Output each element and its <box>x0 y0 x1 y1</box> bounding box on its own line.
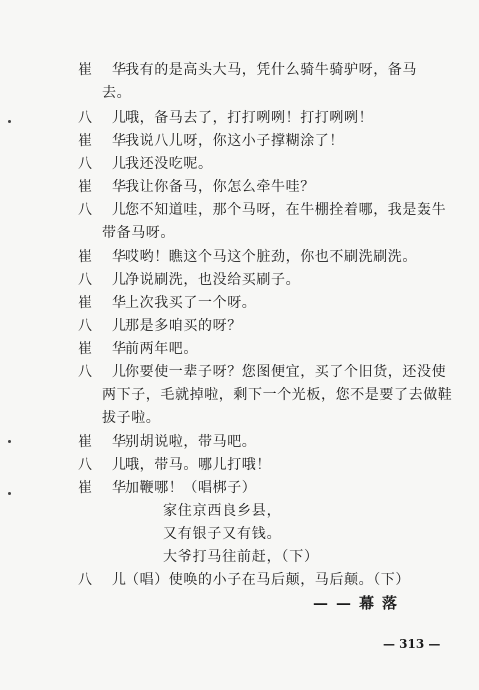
speaker-char: 华 <box>112 249 126 265</box>
speaker-char: 崔 <box>78 249 92 265</box>
speaker-ba-er <box>78 571 126 589</box>
margin-mark <box>8 120 11 123</box>
speech-line: 哦，备马去了，打打咧咧！打打咧咧！ <box>125 110 374 126</box>
speaker-char: 崔 <box>78 133 92 149</box>
speech-line: 前两年吧。 <box>125 341 198 357</box>
speaker-ba-er <box>78 109 126 127</box>
speaker-char: 华 <box>112 480 126 496</box>
speaker-cui-hua <box>78 61 126 79</box>
speaker-char: 八 <box>78 202 92 218</box>
speech-line: 你要使一辈子呀？您图便宜，买了个旧货，还没使 <box>125 364 447 380</box>
speaker-char: 崔 <box>78 179 92 195</box>
speech-continuation: 去。 <box>102 85 132 101</box>
speaker-char: 崔 <box>78 295 92 311</box>
speaker-char: 儿 <box>112 110 126 126</box>
speaker-ba-er <box>78 201 126 219</box>
speech-continuation: 两下子，毛就掉啦，剩下一个光板，您不是要了去做鞋 <box>102 387 453 403</box>
speech-line: 您不知道哇，那个马呀，在牛棚拴着哪，我是轰牛 <box>125 202 447 218</box>
speech-line: 那是多咱买的呀？ <box>125 318 242 334</box>
margin-mark <box>8 440 11 443</box>
speaker-ba-er <box>78 317 126 335</box>
speaker-char: 八 <box>78 572 92 588</box>
speaker-char: 华 <box>112 179 126 195</box>
speaker-char: 华 <box>112 295 126 311</box>
speaker-char: 儿 <box>112 272 126 288</box>
speech-line: 上次我买了一个呀。 <box>125 295 257 311</box>
speech-line: （唱）使唤的小子在马后颠，马后颠。（下） <box>125 572 410 588</box>
speaker-ba-er <box>78 363 126 381</box>
speech-line: 哦，带马。哪儿打哦！ <box>125 457 271 473</box>
song-verse: 又有银子又有钱。 <box>163 526 282 542</box>
speech-line: 我还没吃呢。 <box>125 156 213 172</box>
speaker-char: 华 <box>112 341 126 357</box>
page-number: — 313 — <box>383 637 441 651</box>
speech-line: 我说八儿呀，你这小子撑糊涂了！ <box>125 133 344 149</box>
speaker-cui-hua <box>78 479 126 497</box>
speech-line: 我有的是高头大马，凭什么骑牛骑驴呀，备马 <box>125 62 417 78</box>
speaker-cui-hua <box>78 248 126 266</box>
speaker-char: 崔 <box>78 341 92 357</box>
speaker-char: 八 <box>78 156 92 172</box>
song-verse: 家住京西良乡县， <box>163 503 282 519</box>
speaker-ba-er <box>78 155 126 173</box>
speaker-char: 八 <box>78 272 92 288</box>
speaker-char: 八 <box>78 318 92 334</box>
speech-line: 加鞭哪！（唱梆子） <box>125 480 257 496</box>
curtain-falls: ——幕落 <box>313 594 406 612</box>
speaker-char: 华 <box>112 133 126 149</box>
speaker-cui-hua <box>78 433 126 451</box>
speaker-char: 儿 <box>112 202 126 218</box>
margin-mark <box>8 492 11 495</box>
speaker-char: 儿 <box>112 364 126 380</box>
speaker-char: 华 <box>112 434 126 450</box>
speech-line: 哎哟！瞧这个马这个脏劲，你也不刷洗刷洗。 <box>125 249 417 265</box>
speech-line: 净说刷洗，也没给买刷子。 <box>125 272 301 288</box>
speaker-cui-hua <box>78 132 126 150</box>
speech-continuation: 拔子啦。 <box>102 410 161 426</box>
speaker-char: 儿 <box>112 156 126 172</box>
speaker-char: 华 <box>112 62 126 78</box>
speech-line: 别胡说啦，带马吧。 <box>125 434 257 450</box>
speaker-cui-hua <box>78 178 126 196</box>
speaker-char: 崔 <box>78 480 92 496</box>
speaker-ba-er <box>78 271 126 289</box>
speaker-char: 八 <box>78 364 92 380</box>
speaker-cui-hua <box>78 340 126 358</box>
speaker-char: 儿 <box>112 572 126 588</box>
speaker-char: 儿 <box>112 318 126 334</box>
speaker-char: 儿 <box>112 457 126 473</box>
speech-continuation: 带备马呀。 <box>102 225 175 241</box>
speaker-char: 八 <box>78 110 92 126</box>
speaker-char: 崔 <box>78 62 92 78</box>
speaker-char: 崔 <box>78 434 92 450</box>
song-verse: 大爷打马往前赶，（下） <box>163 549 319 565</box>
speech-line: 我让你备马，你怎么牵牛哇？ <box>125 179 315 195</box>
speaker-ba-er <box>78 456 126 474</box>
speaker-cui-hua <box>78 294 126 312</box>
speaker-char: 八 <box>78 457 92 473</box>
